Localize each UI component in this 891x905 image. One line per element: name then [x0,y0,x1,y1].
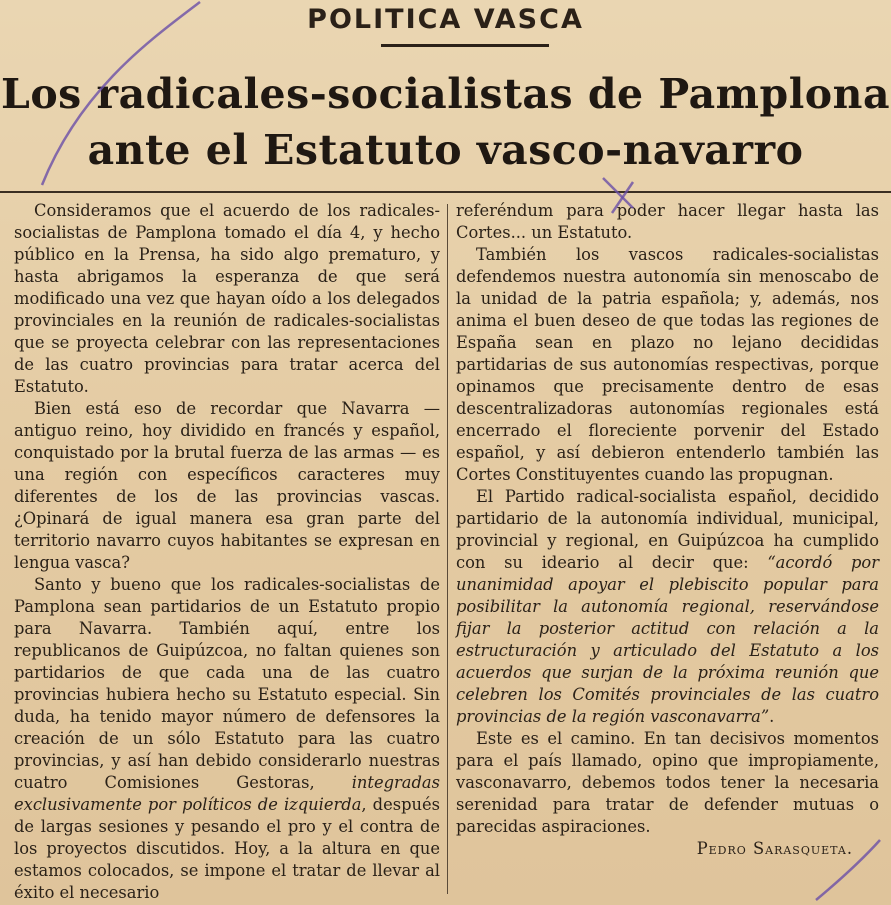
paragraph-text: El Partido radical-socialista español, decidido partidario de la autonomía individual, municipal, provincial y regional, en Guipúzcoa ha cumplido con su ideario al decir que: [456,487,879,572]
section-underline [381,44,549,47]
paragraph-text: , después de largas sesiones y pesando el pro y el contra de los proyectos discutidos. Hoy, a la altura en que estamos colocados, se impone el tratar de llevar al éxito el necesario [14,795,440,902]
paragraph: Bien está eso de recordar que Navarra — antiguo reino, hoy dividido en francés y español, conquistado por la brutal fuerza de las armas — es una región con específicos caracteres muy diferentes de los de las provincias vascas. ¿Opinará de igual manera esa gran parte del territorio navarro cuyos habitantes se expresan en lengua vasca? [14,399,440,572]
paragraph [14,574,440,904]
paragraph-text: Santo y bueno que los radicales-socialistas de Pamplona sean partidarios de un Estatuto propio para Navarra. También aquí, entre los republicanos de Guipúzcoa, no faltan quienes son partidarios de que cada una de las cuatro provincias hubiera hecho su Estatuto especial. Sin duda, ha tenido mayor número de defensores la creación de un sólo Estatuto para las cuatro provincias, y así han debido considerarlo nuestras cuatro Comisiones Gestoras, [14,575,440,792]
headline-line-2: ante el Estatuto vasco-navarro [87,126,804,174]
author-signature: Pedro Sarasqueta. [696,839,853,858]
article-column-left [14,200,440,904]
paragraph: Consideramos que el acuerdo de los radicales-socialistas de Pamplona tomado el día 4, y hecho público en la Prensa, ha sido algo prematuro, y hasta abrigamos la esperanza de que será modificado una vez que hayan oído a los delegados provinciales en la reunión de radicales-socialistas que se proyecta celebrar con las representaciones de las cuatro provincias para tratar acerca del Estatuto. [14,201,440,396]
quoted-text: “acordó por unanimidad apoyar el plebiscito popular para posibilitar la autonomía regional, reservándose fijar la posterior actitud con relación a la estructuración y articulado del Estatuto a los acuerdos que surjan de la próxima reunión que celebren los Comités provinciales de las cuatro provincias de la región vasconavarra” [456,553,879,726]
headline-rule [0,191,891,193]
paragraph: Este es el camino. En tan decisivos momentos para el país llamado, opino que impropiamente, vasconavarro, debemos todos tener la necesaria serenidad para tratar de defender mutuas o parecidas aspiraciones. [456,729,879,836]
section-title: POLITICA VASCA [307,4,584,35]
article-column-right [456,200,879,860]
paragraph [456,486,879,728]
paragraph-text: . [769,707,775,726]
paragraph: referéndum para poder hacer llegar hasta las Cortes... un Estatuto. [456,201,879,242]
paragraph: También los vascos radicales-socialistas defendemos nuestra autonomía sin menoscabo de la unidad de la patria española; y, además, nos anima el buen deseo de que todas las regiones de España sean en plazo no lejano decididas partidarias de sus autonomías respectivas, porque opinamos que precisamente dentro de esas descentralizadoras autonomías regionales está encerrado el floreciente porvenir del Estado español, y así debieron entenderlo también las Cortes Constituyentes cuando las propugnan. [456,245,879,484]
headline-line-1: Los radicales-socialistas de Pamplona [0,70,891,118]
column-divider [447,204,448,894]
quoted-text: integradas exclusivamente por políticos de izquierda [14,773,440,814]
